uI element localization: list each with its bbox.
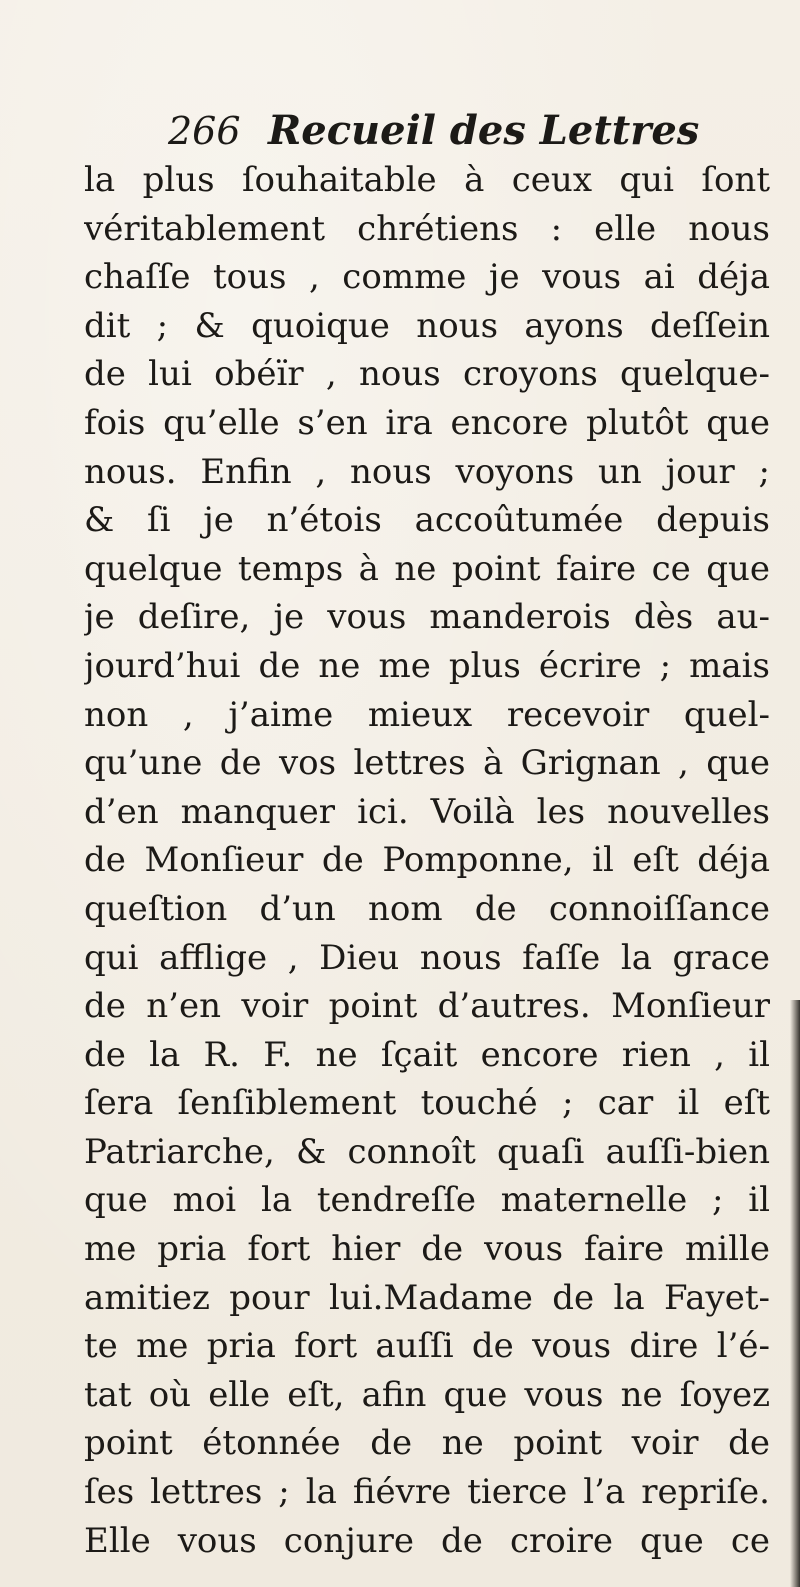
text-line: véritablement chrétiens : elle nous [84,208,770,249]
text-line: qui afflige , Dieu nous faſſe la grace [84,937,770,978]
text-line: quelque temps à ne point faire ce que [84,548,770,589]
page-header [168,106,700,156]
text-line: chaſſe tous , comme je vous ai déja [84,257,770,298]
page-number: 266 [168,109,241,153]
text-line: Patriarche, & connoît quaſi auſſi-bien [84,1131,770,1172]
text-line: ſes lettres ; la fiévre tierce l’a repriſe. [84,1472,770,1513]
text-line: point étonnée de ne point voir de [84,1423,770,1464]
text-line: queſtion d’un nom de connoiſſance [84,888,770,929]
page-edge-shadow [790,1000,800,1587]
text-line: me pria fort hier de vous faire mille [84,1229,770,1270]
body-text [84,156,770,1565]
text-line: ſera ſenſiblement touché ; car il eſt [84,1083,770,1124]
text-line: Elle vous conjure de croire que ce [84,1520,770,1561]
text-line: de Monſieur de Pomponne, il eſt déja [84,840,770,881]
text-line: la plus ſouhaitable à ceux qui ſont [84,160,770,200]
text-line: & ſi je n’étois accoûtumée depuis [84,500,770,541]
text-line: qu’une de vos lettres à Grignan , que [84,743,770,784]
text-line: que moi la tendreſſe maternelle ; il [84,1180,770,1221]
text-line: de la R. F. ne ſçait encore rien , il [84,1034,770,1075]
text-line: de lui obéïr , nous croyons quelque- [84,354,770,395]
text-line: tat où elle eſt, afin que vous ne ſoyez [84,1374,770,1415]
text-line: fois qu’elle s’en ira encore plutôt que [84,402,770,443]
text-line: dit ; & quoique nous ayons deſſein [84,305,770,346]
text-line: d’en manquer ici. Voilà les nouvelles [84,791,770,832]
text-line: te me pria fort auſſi de vous dire l’é- [84,1326,770,1367]
text-line: non , j’aime mieux recevoir quel- [84,694,770,735]
running-title: Recueil des Lettres [268,107,700,154]
text-line: de n’en voir point d’autres. Monſieur [84,986,770,1027]
text-line: je deſire, je vous manderois dès au- [84,597,770,638]
text-line: nous. Enfin , nous voyons un jour ; [84,451,770,492]
text-line: amitiez pour lui.Madame de la Fayet- [84,1277,770,1318]
text-line: jourd’hui de ne me plus écrire ; mais [84,645,770,686]
